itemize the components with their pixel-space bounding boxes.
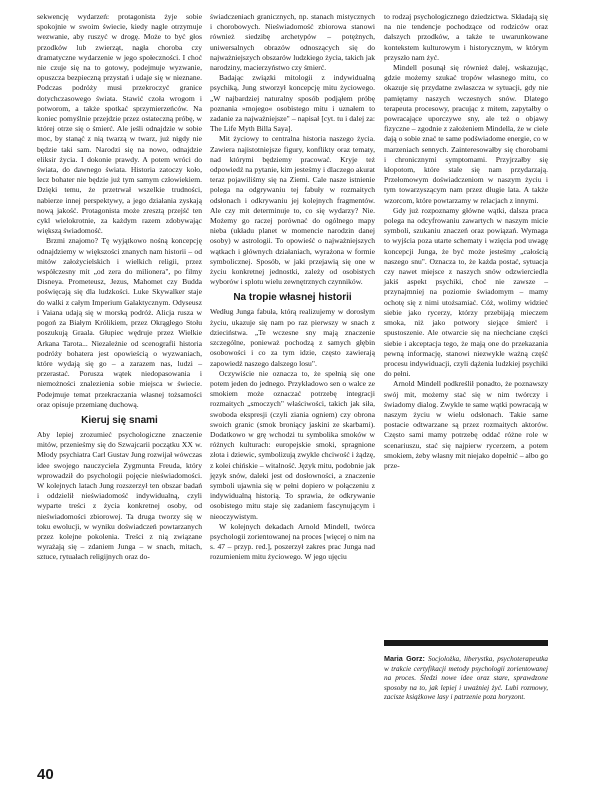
paragraph: Arnold Mindell podkreślił ponadto, że poznawszy swój mit, możemy stać się w nim twórczy i świadomy dialog. Zwykle te same wątki powracają w naszym życiu w wielu odsłonach. Takie same postacie odtwarzane są przez rozmaitych aktorów. Często sami mamy potrzebę oddać różne role w scenariuszu, stać się najpierw rycerzem, a potem smokiem, żeby własny mit niejako dopełnić – albo go prze-	[384, 379, 548, 470]
paragraph: Mit życiowy to centralna historia naszego życia. Zawiera najistotniejsze figury, konflikty oraz tematy, nad którymi będziemy pracować. Kryje też odpowiedź na pytanie, kim jesteśmy i dlaczego akurat teraz pojawiliśmy się na Ziemi. Cale nasze istnienie polega na odgrywaniu tej fabuły w rozmaitych odsłonach i odkrywaniu jej kolejnych fragmentów. Ale czy mit determinuje to, co się wydarzy? Nie. Możemy go raczej porównać do ogólnego mapy nieba (układu planet w momencie narodzin danej osoby) w astrologii. To opowieść o najważniejszych wątkach i głównych działaniach, wyrażona w formie symbolicznej. Sposób, w jaki przejawią się one w życiu konkretnej jednostki, zależy od osobistych wyborów i splotu wielu zewnętrznych czynników.	[210, 134, 375, 287]
bio-divider-bar	[384, 640, 548, 646]
section-heading: Kieruj się snami	[81, 414, 158, 426]
author-bio	[384, 654, 548, 703]
paragraph: Według Junga fabuła, którą realizujemy w dorosłym życiu, ukazuje się nam po raz pierwszy w snach z dzieciństwa. „Te wczesne sny mają znaczenie szczególne, ponieważ pochodzą z samych głębin osobowości i co za tym idzie, często zawierają zapowiedź naszego dalszego losu".	[210, 307, 375, 368]
article-column-3	[384, 12, 548, 471]
paragraph: W kolejnych dekadach Arnold Mindell, twórca psychologii zorientowanej na proces [więcej o nim na s. 47 – przyp. red.], poszerzył zakres prac Junga nad rozumieniem mitu życiowego. W jego ujęciu	[210, 521, 375, 562]
page-number: 40	[37, 766, 54, 783]
paragraph: Badając związki mitologii z indywidualną psychiką, Jung stworzył koncepcję mitu życiowego. „W najbardziej naturalny sposób podjąłem próbę poznania »mojego« osobistego mitu i uznałem to zadanie za najważniejsze" – napisał [cyt. tu i dalej za: The Life Myth Billa Saya].	[210, 73, 375, 134]
article-column-2	[210, 12, 375, 563]
author-bio-text: Socjolożka, liberystka, psychoterapeutka w trakcie certyfikacji metody psychologii zorientowanej na proces. Śledzi nowe idee oraz stare, sprawdzone sposoby na to, jak lepiej i uważniej żyć. Lubi rozmowy, zacisze książkowe lasy i patrzenie poza horyzont.	[384, 655, 548, 702]
paragraph: Oczywiście nie oznacza to, że spełnią się one potem jeden do jednego. Przykładowo sen o walce ze smokiem może oznaczać potrzebę integracji rozmaitych „smoczych" właściwości, takich jak siła, swoboda ekspresji (czyli ziania ogniem) czy obrona swoich granic (smok broniący jaskini ze skarbami). Dodatkowo w grę wchodzi tu symbolika smoków w różnych kulturach: europejskie smoki, spragnione złota i dziewic, symbolizują zwykle chciwość i żądzę, z kolei chińskie – witalność. Język mitu, podobnie jak język snów, daleki jest od dosłowności, a znaczenie symboli ujawnia się w pełni dopiero w połączeniu z indywidualną historią. To sprawia, że odkrywanie osobistego mitu staje się zadaniem fascynującym i nieoczywistym.	[210, 368, 375, 521]
article-column-1	[37, 12, 202, 563]
paragraph: Mindell posunął się również dalej, wskazując, gdzie możemy szukać tropów własnego mitu, co okazuje się przydatne zwłaszcza w sytuacji, gdy nie pamiętamy naszych wczesnych snów. Dlatego terapeuta procesowy, pracując z mitem, zapytałby o powracające uporczywe sny, ale też o objawy fizyczne – zgodnie z założeniem Mindella, że w ciele dają o sobie znać te same podświadome energie, co w marzeniach sennych. Zainteresowałby się chorobami i chronicznymi symptomami. Przyjrzałby się kłopotom, które stale się nam przydarzają. Przełomowym doświadczeniom w naszym życiu i tym towarzyszącym nam przez długie lata. A także wzorcom, które powtarzamy w relacjach z innymi.	[384, 63, 548, 205]
paragraph: to rodzaj psychologicznego dziedzictwa. Składają się na nie tendencje pochodzące od rodziców oraz dalszych przodków, a także te uwarunkowane kontekstem kulturowym i historycznym, w którym przyszło nam żyć.	[384, 12, 548, 62]
paragraph: Brzmi znajomo? Tę wyjątkowo nośną koncepcję odnajdziemy w większości znanych nam historii – od mitów założycielskich i wielkich religii, przez współczesny mit „od zera do milionera", po filmy Disneya. Prometeusz, Jezus, Mahomet czy Budda poświęcają się dla ludzkości. Luke Skywalker staje do walki z całym Imperium Galaktycznym. Odyseusz i Vaiana udają się w morską podróż. Alicja rusza w pogoń za Białym Królikiem, przez Okrągłego Stołu poszukują Graala. Głupiec wędruje przez Wielkie Arkana Tarota... Niezależnie od scenografii historia podróży bohatera jest opowieścią o wyzwaniach, które wydają się go – a zarazem nas, ludzi – przerastać. Porusza wątek niedopasowania i niemożności znalezienia sobie miejsca w świecie. Podejmuje temat przekraczania własnej tożsamości oraz opisuje przemianę duchową.	[37, 236, 202, 409]
paragraph: Aby lepiej zrozumieć psychologiczne znaczenie mitów, przenieśmy się do Szwajcarii początku XX w. Młody psychiatra Carl Gustav Jung rozwijał wówczas idee swojego nauczyciela Zygmunta Freuda, który wprowadził do psychologii pojęcie nieświadomości. W kolejnych latach Jung rozszerzył ten obszar badań i oddzielił nieświadomość indywidualną, czyli wyparte treści z życia konkretnej osoby, od nieświadomości zbiorowej. Ta druga tworzy się w toku ewolucji, w wyniku doświadczeń powtarzanych przez kolejne pokolenia. Treści z nią związane wyrażają się – zdaniem Junga – w snach, mitach, sztuce, rytuałach religijnych oraz do-	[37, 429, 202, 562]
section-heading: Na tropie własnej historii	[233, 292, 352, 304]
paragraph: Gdy już rozpoznamy główne wątki, dalsza praca polega na odcyfrowaniu zawartych w naszym micie symboli, szukaniu znaczeń oraz powiązań. Wymaga to wyjścia poza utarte schematy i wzięcia pod uwagę koncepcji Junga, że być może jesteśmy „całością naszego snu". Oznacza to, że każda postać, sytuacja czy nawet miejsce z naszych snów odzwierciedla jakiś aspekt psychiki, choć nie zawsze – przynajmniej na poziomie świadomym – mamy ochotę się z nimi utożsamiać. Cóż, wolimy widzieć siebie jako rycerzy, którzy przebijają mieczem smoka, niż jako potwory siejące śmierć i spustoszenie. Ale otwarcie się na niechciane części siebie i akceptacja tego, że mają one do przekazania pewną informację, stanowi niezwykle ważną część procesu indywiduacji, czyli dążenia ludzkiej psychiki do pełni.	[384, 205, 548, 379]
author-name: Maria Gorz:	[384, 654, 425, 663]
paragraph: świadczeniach granicznych, np. stanach mistycznych i chorobowych. Nieświadomość zbiorowa stanowi również siedzibę archetypów – potężnych, uniwersalnych obrazów odnoszących się do najważniejszych obszarów ludzkiego życia, takich jak narodziny, macierzyństwo czy śmierć.	[210, 12, 375, 73]
paragraph: sekwencję wydarzeń: protagonista żyje sobie spokojnie w swoim świecie, kiedy nagle otrzymuje wezwanie, aby ruszyć w drogę. Może to być głos przodków lub zwierząt, nagła choroba czy dramatyczne wydarzenie w jego społeczności. I choć nie czuje się na to gotowy, podejmuje wyzwanie, opuszcza bezpieczną przystań i udaje się w nieznane. Podczas podróży musi przekroczyć granice dotychczasowego świata. Stawić czoła wrogom i potworom, a także spotkać sprzymierzeńców. Na koniec pomyślnie przejdzie przez ostateczną próbę, w której otrze się o śmierć. Ale jeśli odnajdzie w sobie moc, by stanąć z nią twarzą w twarz, już nigdy nie będzie taki sam. Narodzi się na nowo, odnajdzie eliksir życia. I dokonie prawdy. A potem wróci do świata, do dawnego świata. Historia zatoczy koło, lecz bohater nie będzie już tym samym człowiekiem. Dzięki temu, że przetrwał wszelkie trudności, nabierze innej perspektywy, a jego działania zyskają nową jakość. Protagonista może zresztą przejść ten cykl wielokrotnie, za każdym razem zdobywając większą świadomość.	[37, 12, 202, 236]
